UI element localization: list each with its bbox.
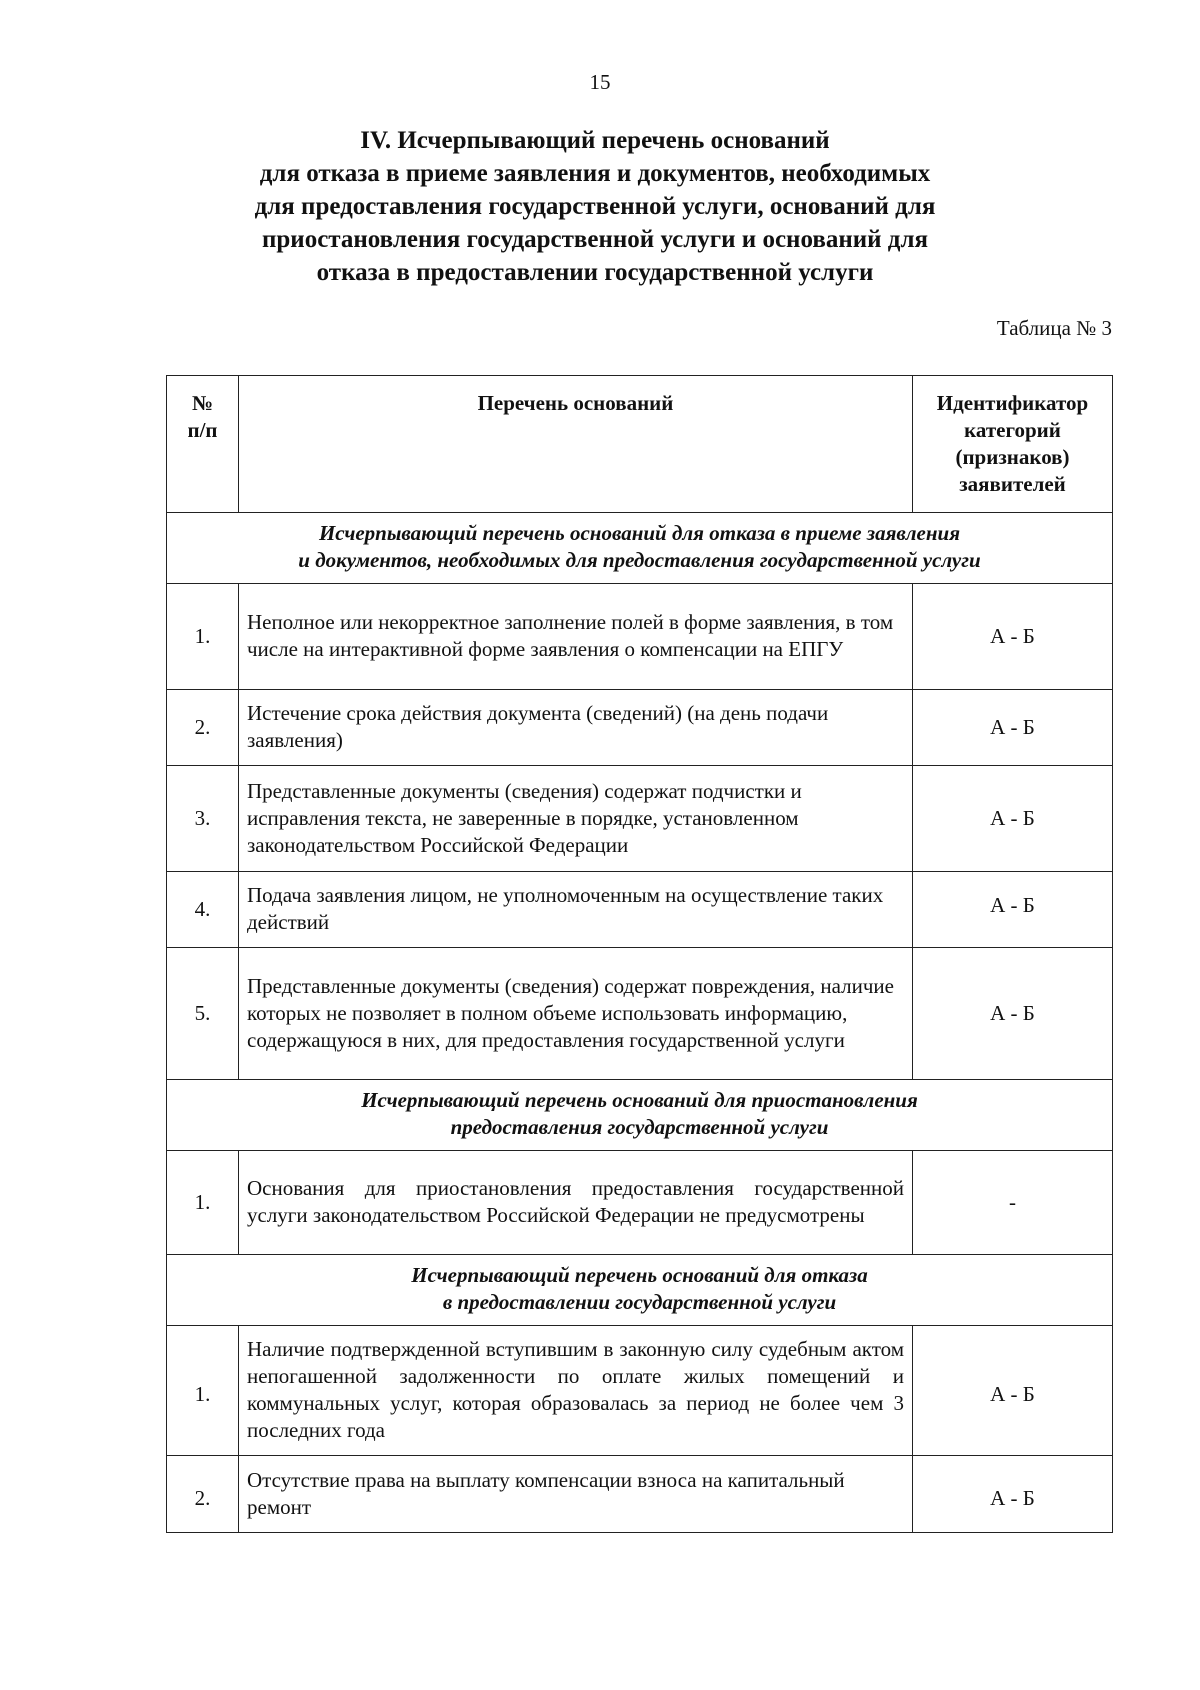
- section-title-line: приостановления государственной услуги и оснований для: [261, 226, 928, 253]
- header-number-line: №: [191, 391, 214, 415]
- row-identifier: А - Б: [913, 948, 1113, 1080]
- section-heading-line: предоставления государственной услуги: [450, 1115, 829, 1139]
- row-identifier: -: [913, 1151, 1113, 1255]
- row-ground-text: Основания для приостановления предоставления государственной услуги законодательством Российской Федерации не предусмотрены: [239, 1151, 913, 1255]
- row-ground-text: Подача заявления лицом, не уполномоченным на осуществление таких действий: [239, 872, 913, 948]
- section-heading-line: и документов, необходимых для предоставления государственной услуги: [298, 548, 981, 572]
- row-number: 3.: [167, 766, 239, 872]
- row-number: 4.: [167, 872, 239, 948]
- header-identifier-line: категорий: [964, 418, 1061, 442]
- table-row: [167, 948, 1113, 1080]
- grounds-table: [166, 375, 1113, 1533]
- section-heading-line: Исчерпывающий перечень оснований для отказа: [411, 1263, 868, 1287]
- row-ground-text: Неполное или некорректное заполнение полей в форме заявления, в том числе на интерактивной форме заявления о компенсации на ЕПГУ: [239, 584, 913, 690]
- row-ground-text: Представленные документы (сведения) содержат повреждения, наличие которых не позволяет в полном объеме использовать информацию, содержащуюся в них, для предоставления государственной услуги: [239, 948, 913, 1080]
- row-number: 1.: [167, 584, 239, 690]
- row-number: 2.: [167, 690, 239, 766]
- section-title-line: IV. Исчерпывающий перечень оснований: [360, 127, 830, 154]
- table-row: [167, 1326, 1113, 1456]
- table-row: [167, 1151, 1113, 1255]
- row-number: 2.: [167, 1456, 239, 1533]
- row-identifier: А - Б: [913, 584, 1113, 690]
- header-number-line: п/п: [187, 418, 218, 442]
- row-identifier: А - Б: [913, 766, 1113, 872]
- header-grounds-list: Перечень оснований: [239, 376, 913, 513]
- section-heading-refusal-provision: [167, 1255, 1113, 1326]
- section-heading-line: Исчерпывающий перечень оснований для отказа в приеме заявления: [318, 521, 961, 545]
- header-identifier-line: (признаков): [955, 445, 1070, 469]
- section-heading-row: [167, 513, 1113, 584]
- page-number: 15: [589, 70, 611, 94]
- row-identifier: А - Б: [913, 690, 1113, 766]
- table-header-row: [167, 376, 1113, 513]
- table-row: [167, 872, 1113, 948]
- section-heading-refusal-acceptance: [167, 513, 1113, 584]
- table-row: [167, 690, 1113, 766]
- header-identifier-line: Идентификатор: [936, 391, 1089, 415]
- section-heading-suspension: [167, 1080, 1113, 1151]
- row-number: 1.: [167, 1151, 239, 1255]
- table-row: [167, 1456, 1113, 1533]
- table-row: [167, 584, 1113, 690]
- row-ground-text: Отсутствие права на выплату компенсации взноса на капитальный ремонт: [239, 1456, 913, 1533]
- row-number: 1.: [167, 1326, 239, 1456]
- section-title-line: для отказа в приеме заявления и документов, необходимых: [259, 160, 931, 187]
- section-heading-row: [167, 1255, 1113, 1326]
- section-title: [150, 124, 1040, 289]
- row-number: 5.: [167, 948, 239, 1080]
- row-identifier: А - Б: [913, 872, 1113, 948]
- section-title-line: для предоставления государственной услуги, оснований для: [254, 193, 936, 220]
- row-ground-text: Представленные документы (сведения) содержат подчистки и исправления текста, не заверенные в порядке, установленном законодательством Российской Федерации: [239, 766, 913, 872]
- header-identifier: [913, 376, 1113, 513]
- row-identifier: А - Б: [913, 1456, 1113, 1533]
- row-ground-text: Наличие подтвержденной вступившим в законную силу судебным актом непогашенной задолженности по оплате жилых помещений и коммунальных услуг, которая образовалась за период не более чем 3 последних года: [239, 1326, 913, 1456]
- header-identifier-line: заявителей: [959, 472, 1066, 496]
- row-ground-text: Истечение срока действия документа (сведений) (на день подачи заявления): [239, 690, 913, 766]
- table-caption: Таблица № 3: [996, 316, 1112, 340]
- section-heading-line: в предоставлении государственной услуги: [442, 1290, 837, 1314]
- section-heading-line: Исчерпывающий перечень оснований для приостановления: [361, 1088, 918, 1112]
- section-title-line: отказа в предоставлении государственной услуги: [316, 259, 874, 286]
- table-row: [167, 766, 1113, 872]
- row-identifier: А - Б: [913, 1326, 1113, 1456]
- header-number: [167, 376, 239, 513]
- section-heading-row: [167, 1080, 1113, 1151]
